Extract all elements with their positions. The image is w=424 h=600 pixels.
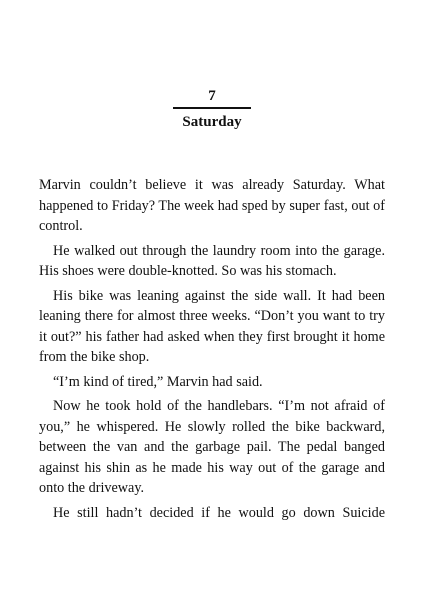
chapter-body: [39, 175, 385, 527]
chapter-number: 7: [208, 88, 216, 104]
chapter-header: [0, 87, 424, 131]
paragraph: He still hadn’t decided if he would go down Suicide: [53, 504, 385, 521]
chapter-divider: [173, 107, 251, 109]
chapter-title: Saturday: [182, 114, 242, 130]
paragraph: He walked out through the laundry room into the garage. His shoes were double-knotted. So was his stomach.: [39, 242, 385, 279]
paragraph: His bike was leaning against the side wall. It had been leaning there for almost three weeks. “Don’t you want to try it out?” his father had asked when they first brought it home from the bike shop.: [39, 287, 385, 365]
paragraph: “I’m kind of tired,” Marvin had said.: [53, 373, 263, 390]
paragraph: Marvin couldn’t believe it was already Saturday. What happened to Friday? The week had sped by super fast, out of control.: [39, 177, 385, 234]
paragraph: Now he took hold of the handlebars. “I’m not afraid of you,” he whispered. He slowly rolled the bike backward, between the van and the garbage pail. The pedal banged against his shin as he made his way out of the garage and onto the driveway.: [39, 398, 385, 496]
